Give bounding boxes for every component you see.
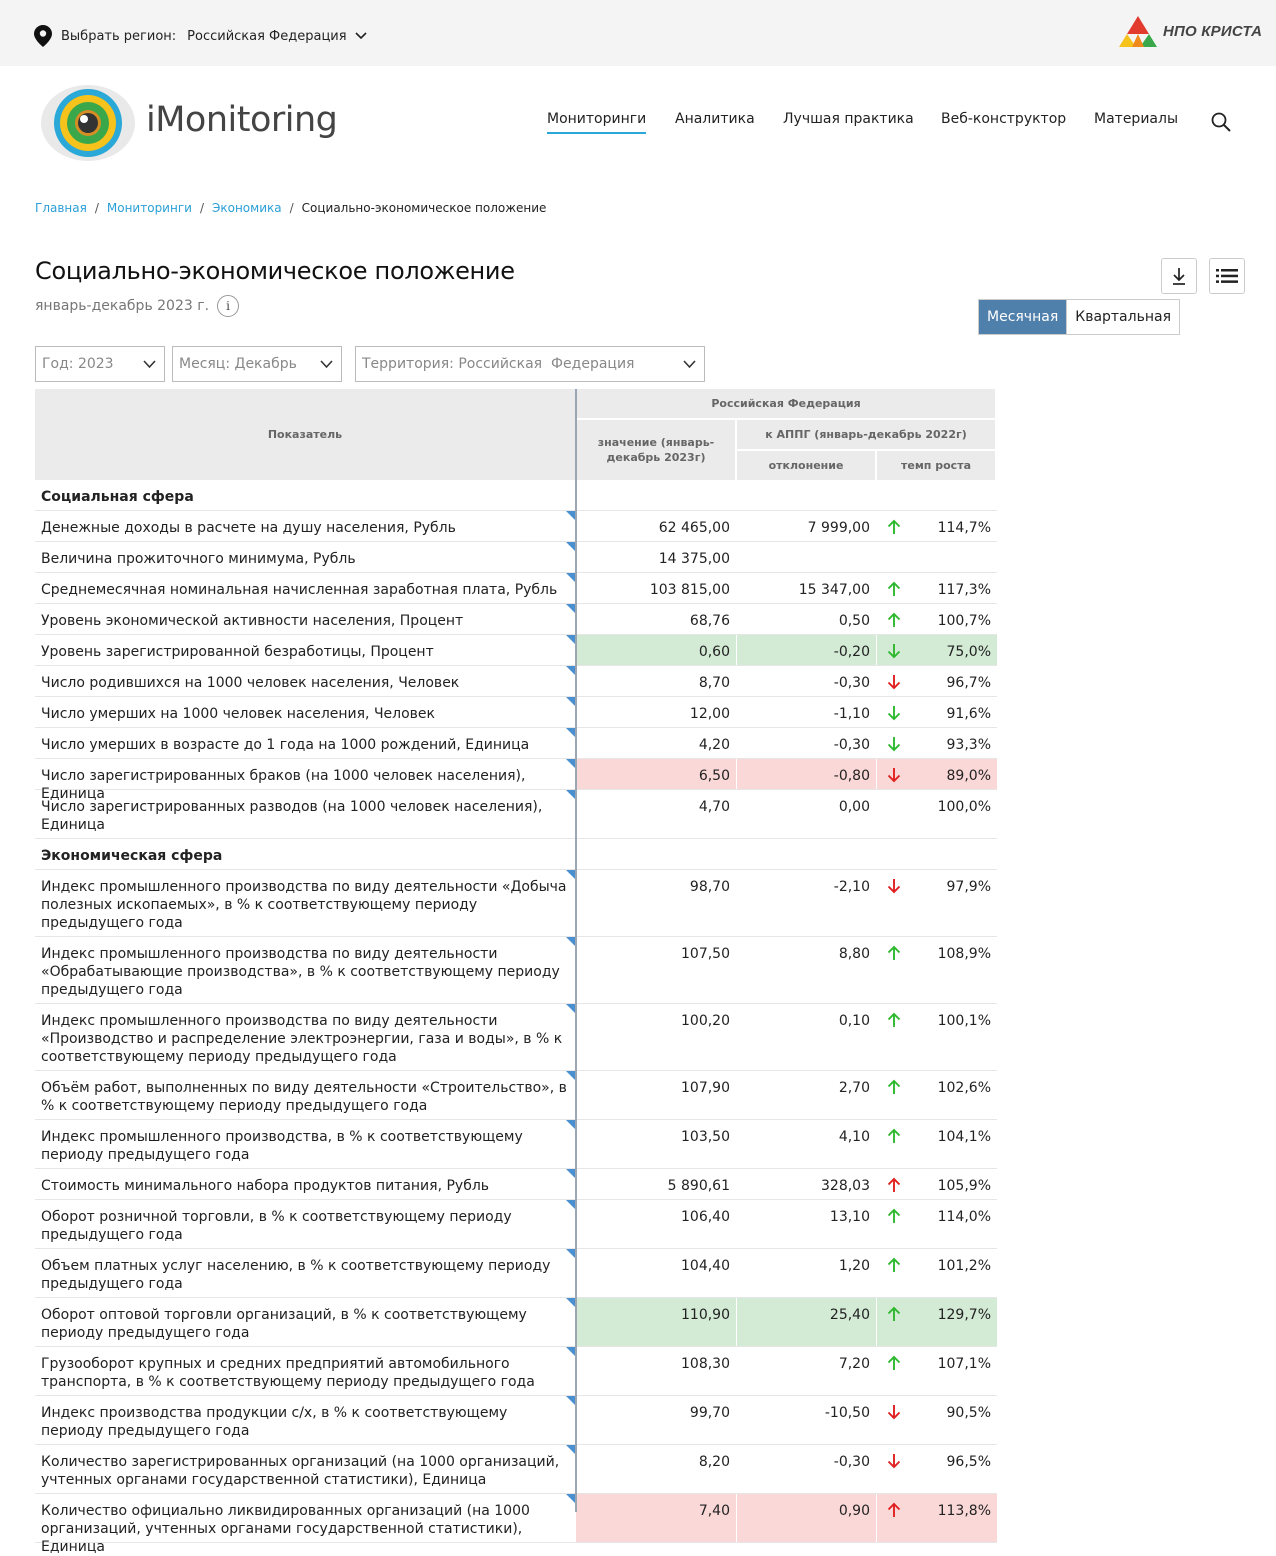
indicator-growth-cell	[877, 870, 997, 936]
indicator-deviation: 15 347,00	[798, 582, 870, 598]
indicator-deviation-cell	[737, 839, 876, 869]
table-row[interactable]	[35, 1494, 997, 1555]
indicator-value-cell	[576, 666, 736, 696]
table-row[interactable]	[35, 604, 997, 635]
indicator-value: 100,20	[681, 1013, 730, 1029]
arrow-up-icon	[887, 1502, 901, 1518]
list-view-button[interactable]	[1209, 258, 1245, 294]
indicator-name: Количество официально ликвидированных организаций (на 1000 организаций, учтенных органами государственной статистики), Единица	[41, 1503, 530, 1555]
period-subtitle	[35, 295, 239, 317]
table-row[interactable]	[35, 1120, 997, 1169]
indicators-table	[35, 389, 997, 1555]
indicator-value: 98,70	[689, 879, 730, 895]
indicator-value-cell	[576, 1445, 736, 1493]
comment-marker-icon[interactable]	[566, 1249, 575, 1258]
indicator-name: Индекс промышленного производства по виду деятельности «Производство и распределение электроэнергии, газа и воды», в % к соответствующему периоду предыдущего года	[41, 1013, 563, 1065]
comment-marker-icon[interactable]	[566, 1347, 575, 1356]
indicator-value-cell	[576, 1169, 736, 1199]
comment-marker-icon[interactable]	[566, 573, 575, 582]
comment-marker-icon[interactable]	[566, 1071, 575, 1080]
territory-select[interactable]	[355, 346, 705, 382]
indicator-growth: 108,9%	[937, 946, 991, 962]
month-select-value: Месяц: Декабрь	[179, 356, 297, 372]
nav-analytics[interactable]: Аналитика	[675, 111, 755, 127]
table-row[interactable]	[35, 542, 997, 573]
nav-best-practice[interactable]: Лучшая практика	[783, 111, 914, 127]
indicator-growth: 89,0%	[946, 768, 991, 784]
indicator-growth: 93,3%	[946, 737, 991, 753]
indicator-value-cell	[576, 697, 736, 727]
indicator-deviation-cell	[737, 511, 876, 541]
period-monthly-button[interactable]: Месячная	[979, 300, 1066, 334]
region-dropdown[interactable]	[187, 29, 366, 44]
table-row[interactable]	[35, 1298, 997, 1347]
header-indicator: Показатель	[35, 389, 575, 480]
indicator-growth-cell	[877, 1347, 997, 1395]
comment-marker-icon[interactable]	[566, 1120, 575, 1129]
indicator-growth-cell	[877, 1298, 997, 1346]
indicator-name: Оборот оптовой торговли организаций, в % к соответствующему периоду предыдущего года	[41, 1307, 527, 1341]
download-icon	[1171, 266, 1187, 286]
indicator-deviation: 25,40	[829, 1307, 870, 1323]
indicator-deviation: 7 999,00	[807, 520, 870, 536]
nav-materials[interactable]: Материалы	[1094, 111, 1178, 127]
indicator-growth: 102,6%	[937, 1080, 991, 1096]
section-row	[35, 480, 997, 511]
indicator-growth: 96,5%	[946, 1454, 991, 1470]
indicator-deviation: -1,10	[833, 706, 870, 722]
comment-marker-icon[interactable]	[566, 1004, 575, 1013]
table-row[interactable]	[35, 790, 997, 839]
indicator-value-cell	[576, 1298, 736, 1346]
table-row[interactable]	[35, 1249, 997, 1298]
indicator-name: Индекс промышленного производства по виду деятельности «Добыча полезных ископаемых», в % к соответствующему периоду предыдущего года	[41, 879, 567, 931]
indicator-deviation: 0,00	[838, 799, 870, 815]
comment-marker-icon[interactable]	[566, 511, 575, 520]
indicator-growth: 113,8%	[937, 1503, 991, 1519]
year-select[interactable]	[35, 346, 165, 382]
arrow-down-icon	[887, 1453, 901, 1469]
indicator-value-cell	[576, 542, 736, 572]
indicator-growth-cell	[877, 635, 997, 665]
indicator-deviation: 13,10	[829, 1209, 870, 1225]
indicator-value: 108,30	[681, 1356, 730, 1372]
arrow-up-icon	[887, 1257, 901, 1273]
indicator-deviation-cell	[737, 604, 876, 634]
breadcrumb	[35, 201, 546, 215]
indicator-name: Число зарегистрированных браков (на 1000 человек населения), Единица	[41, 768, 526, 802]
indicator-growth-cell	[877, 937, 997, 1003]
indicator-value-cell	[576, 1200, 736, 1248]
comment-marker-icon[interactable]	[566, 635, 575, 644]
indicator-growth-cell	[877, 697, 997, 727]
indicator-deviation: 8,80	[838, 946, 870, 962]
indicator-deviation-cell	[737, 1347, 876, 1395]
indicator-name: Оборот розничной торговли, в % к соответствующему периоду предыдущего года	[41, 1209, 512, 1243]
indicator-deviation-cell	[737, 1249, 876, 1297]
indicator-value-cell	[576, 1120, 736, 1168]
comment-marker-icon[interactable]	[566, 870, 575, 879]
table-row[interactable]	[35, 1169, 997, 1200]
arrow-down-icon	[887, 878, 901, 894]
indicator-deviation: -0,30	[833, 737, 870, 753]
indicator-value: 8,20	[698, 1454, 730, 1470]
arrow-up-icon	[887, 1128, 901, 1144]
indicator-growth: 91,6%	[946, 706, 991, 722]
region-value: Российская Федерация	[187, 28, 347, 44]
indicator-deviation: 7,20	[838, 1356, 870, 1372]
indicator-value-cell	[576, 635, 736, 665]
brand-name: НПО КРИСТА	[1163, 22, 1263, 40]
table-header	[35, 389, 997, 480]
arrow-up-icon	[887, 945, 901, 961]
indicator-growth: 114,7%	[937, 520, 991, 536]
indicator-name: Число умерших в возрасте до 1 года на 1000 рождений, Единица	[41, 737, 530, 753]
indicator-growth: 105,9%	[937, 1178, 991, 1194]
indicator-deviation: -0,20	[833, 644, 870, 660]
chevron-down-icon	[355, 32, 367, 40]
comment-marker-icon[interactable]	[566, 1169, 575, 1178]
indicator-growth-cell	[877, 480, 997, 510]
header-growth: темп роста	[877, 451, 995, 480]
indicator-growth-cell	[877, 542, 997, 572]
indicator-value-cell	[576, 1494, 736, 1542]
indicator-value: 68,76	[689, 613, 730, 629]
indicator-deviation-cell	[737, 1120, 876, 1168]
comment-marker-icon[interactable]	[566, 542, 575, 551]
indicator-value-cell	[576, 790, 736, 838]
column-divider	[575, 389, 577, 1512]
indicator-growth-cell	[877, 1494, 997, 1542]
indicator-growth: 100,0%	[937, 799, 991, 815]
comment-marker-icon[interactable]	[566, 728, 575, 737]
indicator-deviation: 1,20	[838, 1258, 870, 1274]
indicator-growth: 101,2%	[937, 1258, 991, 1274]
indicator-growth: 100,1%	[937, 1013, 991, 1029]
indicator-value-cell	[576, 1347, 736, 1395]
location-pin-icon	[34, 25, 52, 47]
indicator-name: Уровень экономической активности населения, Процент	[41, 613, 464, 629]
chevron-down-icon	[320, 360, 333, 369]
arrow-down-icon	[887, 674, 901, 690]
indicator-growth: 104,1%	[937, 1129, 991, 1145]
indicator-name: Объем платных услуг населению, в % к соответствующему периоду предыдущего года	[41, 1258, 551, 1292]
arrow-up-icon	[887, 1306, 901, 1322]
arrow-up-icon	[887, 581, 901, 597]
indicator-name: Индекс промышленного производства по виду деятельности «Обрабатывающие производства», в % к соответствующему периоду предыдущего года	[41, 946, 560, 998]
indicator-name: Среднемесячная номинальная начисленная заработная плата, Рубль	[41, 582, 558, 598]
search-icon[interactable]	[1210, 111, 1232, 133]
breadcrumb-home[interactable]: Главная	[35, 201, 87, 215]
nav-web-constructor[interactable]: Веб-конструктор	[941, 111, 1067, 127]
table-row[interactable]	[35, 635, 997, 666]
indicator-value: 4,70	[698, 799, 730, 815]
indicator-value: 106,40	[681, 1209, 730, 1225]
arrow-up-icon	[887, 1355, 901, 1371]
indicator-growth-cell	[877, 666, 997, 696]
arrow-down-icon	[887, 1404, 901, 1420]
indicator-deviation-cell	[737, 635, 876, 665]
indicator-growth-cell	[877, 1200, 997, 1248]
list-icon	[1216, 268, 1238, 284]
indicator-name: Число зарегистрированных разводов (на 1000 человек населения), Единица	[41, 799, 543, 833]
comment-marker-icon[interactable]	[566, 697, 575, 706]
table-body	[35, 480, 997, 1555]
indicator-deviation-cell	[737, 542, 876, 572]
comment-marker-icon[interactable]	[566, 666, 575, 675]
indicator-name: Грузооборот крупных и средних предприятий автомобильного транспорта, в % к соответствующему периоду предыдущего года	[41, 1356, 535, 1390]
indicator-growth-cell	[877, 1169, 997, 1199]
table-row[interactable]	[35, 573, 997, 604]
indicator-name: Число умерших на 1000 человек населения, Человек	[41, 706, 436, 722]
table-row[interactable]	[35, 697, 997, 728]
indicator-deviation: 328,03	[821, 1178, 870, 1194]
indicator-deviation-cell	[737, 759, 876, 789]
comment-marker-icon[interactable]	[566, 1200, 575, 1209]
indicator-value-cell	[576, 1004, 736, 1070]
indicator-value: 7,40	[698, 1503, 730, 1519]
indicator-growth-cell	[877, 1120, 997, 1168]
indicator-value-cell	[576, 728, 736, 758]
indicator-name: Число родившихся на 1000 человек населения, Человек	[41, 675, 460, 691]
indicator-value-cell	[576, 937, 736, 1003]
indicator-growth: 97,9%	[946, 879, 991, 895]
breadcrumb-separator: /	[289, 201, 294, 215]
indicator-name: Уровень зарегистрированной безработицы, Процент	[41, 644, 434, 660]
indicator-name: Объём работ, выполненных по виду деятельности «Строительство», в % к соответствующему периоду предыдущего года	[41, 1080, 567, 1114]
indicator-value-cell	[576, 480, 736, 510]
section-title: Социальная сфера	[41, 489, 194, 505]
indicator-value-cell	[576, 839, 736, 869]
indicator-growth-cell	[877, 728, 997, 758]
arrow-up-icon	[887, 1079, 901, 1095]
arrow-down-icon	[887, 767, 901, 783]
header-deviation: отклонение	[737, 451, 875, 480]
breadcrumb-economics[interactable]: Экономика	[211, 201, 282, 215]
indicator-deviation-cell	[737, 1169, 876, 1199]
indicator-value-cell	[576, 1071, 736, 1119]
breadcrumb-separator: /	[199, 201, 204, 215]
krista-logo-icon	[1119, 14, 1157, 48]
indicator-deviation-cell	[737, 1396, 876, 1444]
territory-select-value: Территория: Российская Федерация	[362, 356, 635, 372]
indicator-deviation: -2,10	[833, 879, 870, 895]
indicator-value: 5 890,61	[667, 1178, 730, 1194]
indicator-value: 103,50	[681, 1129, 730, 1145]
indicator-name: Количество зарегистрированных организаций (на 1000 организаций, учтенных органами государственной статистики), Единица	[41, 1454, 560, 1488]
logo-text[interactable]: iMonitoring	[146, 100, 338, 140]
indicator-growth-cell	[877, 511, 997, 541]
indicator-deviation-cell	[737, 1445, 876, 1493]
indicator-value: 12,00	[689, 706, 730, 722]
indicator-deviation-cell	[737, 728, 876, 758]
brand-logo[interactable]	[1119, 14, 1262, 48]
indicator-deviation: 0,50	[838, 613, 870, 629]
chevron-down-icon	[143, 360, 156, 369]
table-row[interactable]	[35, 870, 997, 937]
indicator-growth: 129,7%	[937, 1307, 991, 1323]
region-selector[interactable]	[34, 24, 367, 48]
indicator-growth: 117,3%	[937, 582, 991, 598]
indicator-value: 110,90	[681, 1307, 730, 1323]
indicator-value: 14 375,00	[658, 551, 730, 567]
indicator-name: Стоимость минимального набора продуктов питания, Рубль	[41, 1178, 490, 1194]
indicator-value: 0,60	[698, 644, 730, 660]
indicator-deviation-cell	[737, 790, 876, 838]
region-bar	[0, 0, 1276, 66]
comment-marker-icon[interactable]	[566, 790, 575, 799]
indicator-growth-cell	[877, 1004, 997, 1070]
indicator-value-cell	[576, 511, 736, 541]
indicator-value: 99,70	[689, 1405, 730, 1421]
header-value: значение (январь-декабрь 2023г)	[577, 420, 735, 480]
arrow-up-icon	[887, 1012, 901, 1028]
comment-marker-icon[interactable]	[566, 1494, 575, 1503]
download-button[interactable]	[1161, 258, 1197, 294]
comment-marker-icon[interactable]	[566, 1298, 575, 1307]
indicator-value-cell	[576, 573, 736, 603]
period-quarterly-button[interactable]: Квартальная	[1066, 300, 1179, 334]
indicator-growth: 100,7%	[937, 613, 991, 629]
table-row[interactable]	[35, 728, 997, 759]
indicator-name: Денежные доходы в расчете на душу населения, Рубль	[41, 520, 456, 536]
indicator-growth-cell	[877, 1396, 997, 1444]
indicator-value-cell	[576, 759, 736, 789]
indicator-growth-cell	[877, 759, 997, 789]
indicator-growth: 90,5%	[946, 1405, 991, 1421]
indicator-deviation-cell	[737, 1004, 876, 1070]
indicator-deviation-cell	[737, 870, 876, 936]
page-title: Социально-экономическое положение	[35, 257, 515, 285]
indicator-value-cell	[576, 604, 736, 634]
indicator-name: Величина прожиточного минимума, Рубль	[41, 551, 356, 567]
comment-marker-icon[interactable]	[566, 1445, 575, 1454]
table-row[interactable]	[35, 1396, 997, 1445]
indicator-value: 104,40	[681, 1258, 730, 1274]
indicator-deviation-cell	[737, 1200, 876, 1248]
indicator-deviation: -10,50	[824, 1405, 870, 1421]
indicator-growth: 75,0%	[946, 644, 991, 660]
arrow-up-icon	[887, 1177, 901, 1193]
indicator-value-cell	[576, 1249, 736, 1297]
period-toggle	[978, 299, 1180, 335]
table-row[interactable]	[35, 1004, 997, 1071]
indicator-growth-cell	[877, 790, 997, 838]
indicator-deviation-cell	[737, 697, 876, 727]
indicator-deviation-cell	[737, 1298, 876, 1346]
comment-marker-icon[interactable]	[566, 759, 575, 768]
section-title: Экономическая сфера	[41, 848, 223, 864]
arrow-down-icon	[887, 705, 901, 721]
table-row[interactable]	[35, 1445, 997, 1494]
table-row[interactable]	[35, 1071, 997, 1120]
table-row[interactable]	[35, 1200, 997, 1249]
indicator-deviation: 4,10	[838, 1129, 870, 1145]
indicator-growth: 96,7%	[946, 675, 991, 691]
year-select-value: Год: 2023	[42, 356, 114, 372]
indicator-deviation: 0,10	[838, 1013, 870, 1029]
breadcrumb-monitoring[interactable]: Мониторинги	[106, 201, 192, 215]
period-text: январь-декабрь 2023 г.	[35, 298, 210, 314]
table-row[interactable]	[35, 759, 997, 802]
indicator-value: 62 465,00	[658, 520, 730, 536]
indicator-name: Индекс промышленного производства, в % к соответствующему периоду предыдущего года	[41, 1129, 523, 1163]
arrow-up-icon	[887, 1208, 901, 1224]
indicator-deviation-cell	[737, 666, 876, 696]
indicator-deviation-cell	[737, 480, 876, 510]
chevron-down-icon	[683, 360, 696, 369]
breadcrumb-current: Социально-экономическое положение	[301, 201, 547, 215]
arrow-up-icon	[887, 612, 901, 628]
indicator-value: 4,20	[698, 737, 730, 753]
indicator-growth-cell	[877, 839, 997, 869]
indicator-growth-cell	[877, 1445, 997, 1493]
comment-marker-icon[interactable]	[566, 604, 575, 613]
indicator-growth-cell	[877, 1249, 997, 1297]
indicator-deviation: -0,30	[833, 1454, 870, 1470]
indicator-value-cell	[576, 1396, 736, 1444]
comment-marker-icon[interactable]	[566, 1396, 575, 1405]
indicator-growth-cell	[877, 1071, 997, 1119]
month-select[interactable]	[172, 346, 342, 382]
indicator-value: 8,70	[698, 675, 730, 691]
header-appg: к АППГ (январь-декабрь 2022г)	[737, 420, 995, 449]
indicator-value: 107,90	[681, 1080, 730, 1096]
table-row[interactable]	[35, 666, 997, 697]
indicator-deviation: -0,80	[833, 768, 870, 784]
indicator-value: 107,50	[681, 946, 730, 962]
indicator-deviation-cell	[737, 1071, 876, 1119]
header-region: Российская Федерация	[577, 389, 995, 418]
indicator-value: 6,50	[698, 768, 730, 784]
arrow-up-icon	[887, 519, 901, 535]
info-icon[interactable]: i	[217, 295, 239, 317]
indicator-deviation: 2,70	[838, 1080, 870, 1096]
indicator-deviation-cell	[737, 1494, 876, 1542]
table-row[interactable]	[35, 1347, 997, 1396]
indicator-name: Индекс производства продукции с/х, в % к соответствующему периоду предыдущего года	[41, 1405, 508, 1439]
arrow-down-icon	[887, 643, 901, 659]
indicator-growth-cell	[877, 604, 997, 634]
comment-marker-icon[interactable]	[566, 937, 575, 946]
indicator-value: 103 815,00	[649, 582, 730, 598]
region-label: Выбрать регион:	[61, 28, 177, 44]
breadcrumb-separator: /	[94, 201, 99, 215]
indicator-growth: 114,0%	[937, 1209, 991, 1225]
table-row[interactable]	[35, 937, 997, 1004]
table-row[interactable]	[35, 511, 997, 542]
main-nav	[0, 111, 1276, 141]
indicator-growth-cell	[877, 573, 997, 603]
section-row	[35, 839, 997, 870]
indicator-growth: 107,1%	[937, 1356, 991, 1372]
indicator-deviation: 0,90	[838, 1503, 870, 1519]
indicator-deviation-cell	[737, 937, 876, 1003]
indicator-deviation-cell	[737, 573, 876, 603]
indicator-value-cell	[576, 870, 736, 936]
indicator-deviation: -0,30	[833, 675, 870, 691]
nav-monitoring[interactable]: Мониторинги	[547, 111, 646, 134]
arrow-down-icon	[887, 736, 901, 752]
